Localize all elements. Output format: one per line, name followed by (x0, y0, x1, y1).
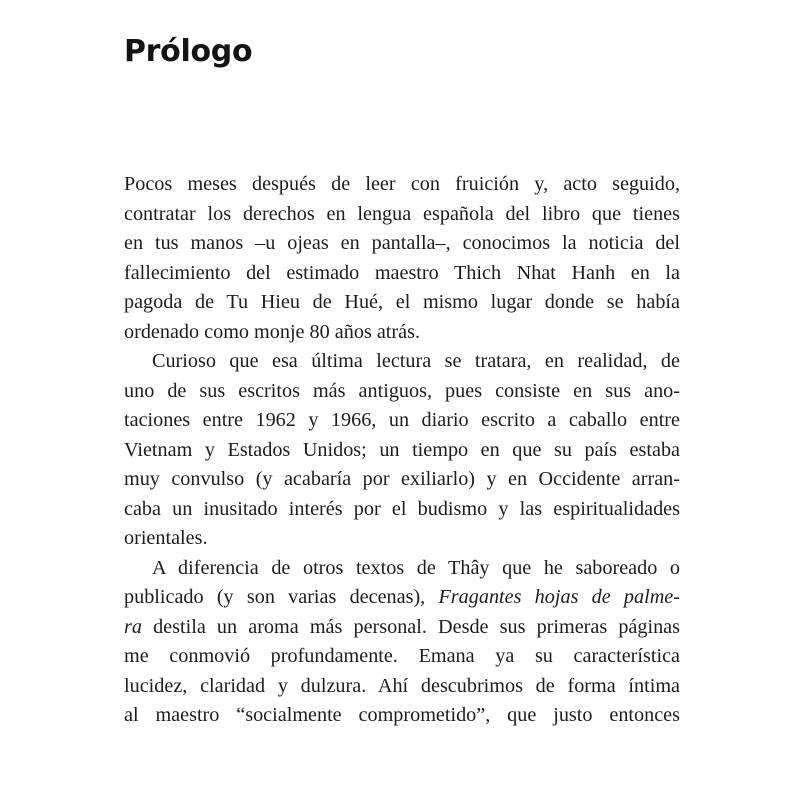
text-line: ordenado como monje 80 años atrás. (124, 320, 421, 343)
text-line (124, 613, 680, 643)
text-segment: publicado (y son varias decenas), (124, 586, 439, 608)
prologue-body (124, 170, 680, 731)
text-line: Pocos meses después de leer con fruición y, acto seguido, (124, 173, 680, 195)
text-line: contratar los derechos en lengua española del libro que tienes (124, 202, 680, 225)
text-line: taciones entre 1962 y 1966, un diario escrito a caballo entre (124, 409, 680, 431)
book-title-italic: Fragantes hojas de palme- (438, 586, 680, 608)
text-line: caba un inusitado interés por el budismo y las espiritualidades (124, 497, 680, 520)
text-line: lucidez, claridad y dulzura. Ahí descubrimos de forma íntima (124, 674, 680, 697)
paragraph-1 (124, 170, 680, 347)
text-line: muy convulso (y acabaría por exiliarlo) y en Occidente arran- (124, 468, 680, 490)
book-title-italic: ra (124, 615, 142, 638)
text-line (124, 583, 680, 613)
text-line: Curioso que esa última lectura se tratara, en realidad, de (152, 350, 680, 372)
text-line: Vietnam y Estados Unidos; un tiempo en que su país estaba (124, 438, 680, 461)
text-line: A diferencia de otros textos de Thây que he saboreado o (152, 556, 680, 579)
paragraph-2 (124, 347, 680, 554)
text-line: en tus manos –u ojeas en pantalla–, conocimos la noticia del (124, 232, 680, 254)
text-segment: destila un aroma más personal. Desde sus primeras páginas (141, 615, 680, 638)
text-line: pagoda de Tu Hieu de Hué, el mismo lugar donde se había (124, 291, 680, 313)
page-title: Prólogo (124, 34, 253, 69)
text-line: uno de sus escritos más antiguos, pues consiste en sus ano- (124, 379, 680, 402)
text-line: orientales. (124, 527, 208, 549)
text-line: me conmovió profundamente. Emana ya su característica (124, 645, 680, 667)
text-line: al maestro “socialmente comprometido”, que justo entonces (124, 704, 680, 726)
text-line: fallecimiento del estimado maestro Thich Nhat Hanh en la (124, 261, 680, 284)
paragraph-3 (124, 554, 680, 731)
